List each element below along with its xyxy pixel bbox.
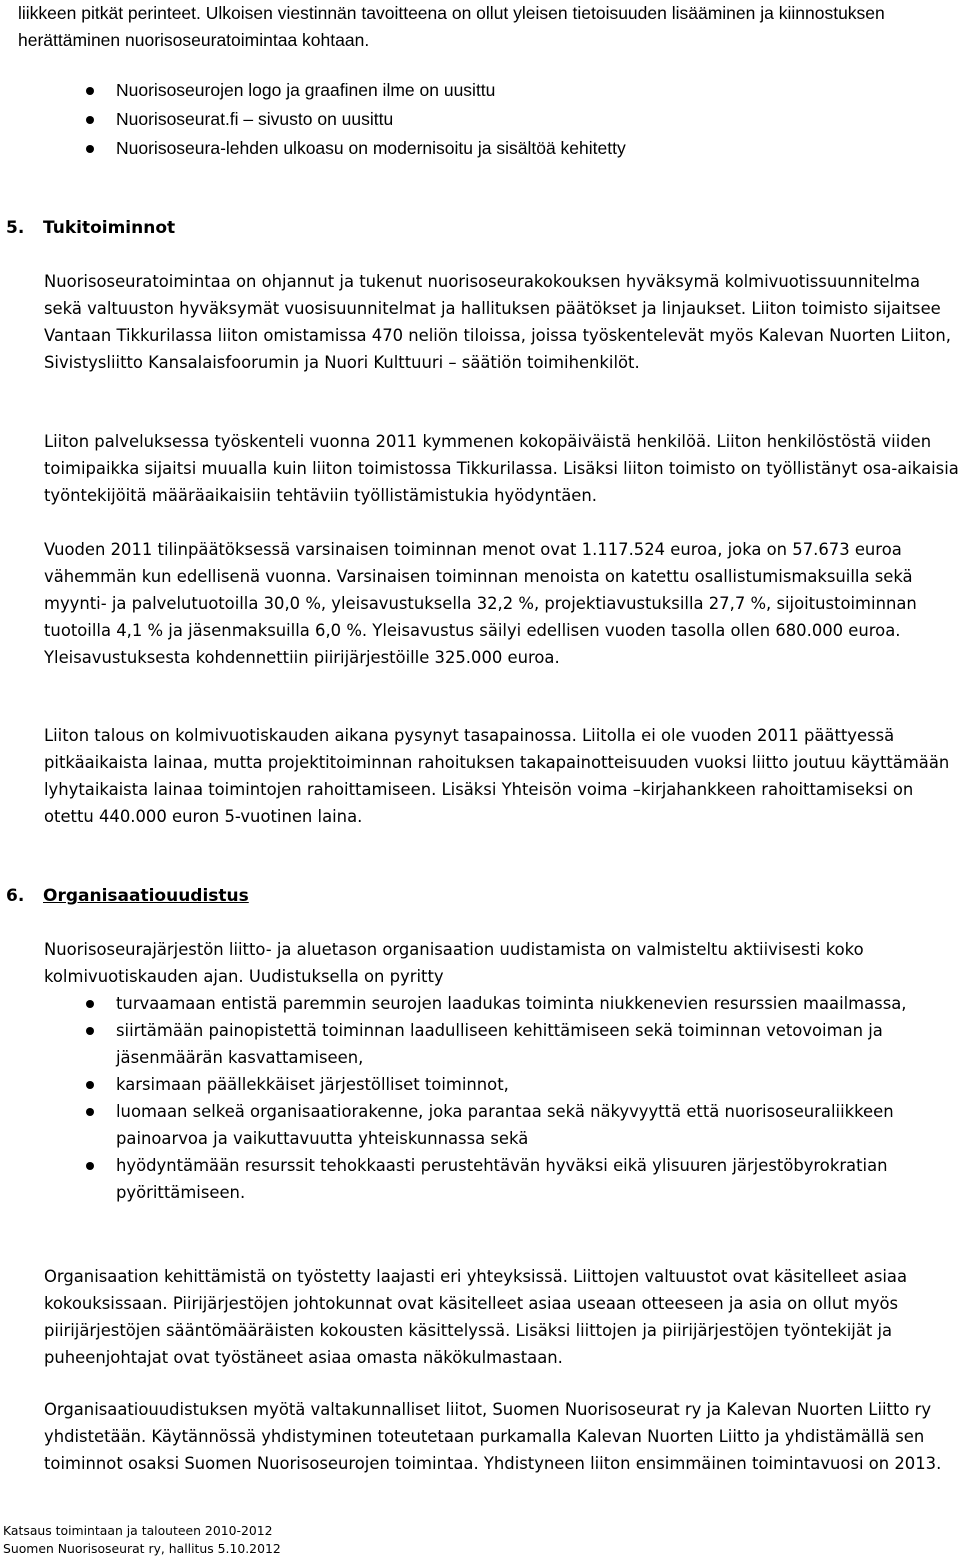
section-number: 5. xyxy=(6,218,25,238)
list-item: turvaamaan entistä paremmin seurojen laadukas toiminta niukkenevien resurssien maailmassa, xyxy=(0,990,952,1017)
list-item: Nuorisoseura-lehden ulkoasu on modernisoitu ja sisältöä kehitetty xyxy=(0,134,960,163)
section-6-intro-paragraph: Nuorisoseurajärjestön liitto- ja aluetason organisaation uudistamista on valmisteltu aktiivisesti koko kolmivuotiskauden ajan. Uudistuksella on pyritty xyxy=(44,940,864,986)
section-6-heading xyxy=(6,883,249,910)
section-5-paragraph-3: Vuoden 2011 tilinpäätöksessä varsinaisen toiminnan menot ovat 1.117.524 euroa, joka on 57.673 euroa vähemmän kun edellisenä vuonna. Varsinaisen toiminnan menoista on katettu osallistumismaksuilla sekä myynti- ja palvelutuotoilla 30,0 %, yleisavustuksella 32,2 %, projektiavustuksilla 27,7 %, sijoitustoiminnan tuotoilla 4,1 % ja jäsenmaksuilla 6,0 %. Yleisavustus säilyi edellisen vuoden tasolla ollen 680.000 euroa. Yleisavustuksesta kohdennettiin piirijärjestöille 325.000 euroa. xyxy=(44,540,917,667)
page-footer xyxy=(3,1522,281,1558)
list-item: Nuorisoseurojen logo ja graafinen ilme on uusittu xyxy=(0,76,960,105)
section-6-paragraph-1: Organisaation kehittämistä on työstetty laajasti eri yhteyksissä. Liittojen valtuustot ovat käsitelleet asiaa kokouksissaan. Piirijärjestöjen johtokunnat ovat käsitelleet asiaa useaan otteeseen ja asia on ollut myös piirijärjestöjen sääntömääräisten kokousten käsittelyssä. Lisäksi liittojen ja piirijärjestöjen työntekijät ja puheenjohtajat ovat työstäneet asiaa omasta näkökulmastaan. xyxy=(44,1267,908,1367)
section-6-paragraph-2: Organisaatiouudistuksen myötä valtakunnalliset liitot, Suomen Nuorisoseurat ry ja Kalevan Nuorten Liitto ry yhdistetään. Käytännössä yhdistyminen toteutetaan purkamalla Kalevan Nuorten Liitto ja yhdistämällä sen toiminnot osaksi Suomen Nuorisoseurojen toimintaa. Yhdistyneen liiton ensimmäinen toimintavuosi on 2013. xyxy=(44,1400,942,1473)
section-5-paragraph-4: Liiton talous on kolmivuotiskauden aikana pysynyt tasapainossa. Liitolla ei ole vuoden 2011 päättyessä pitkäaikaista lainaa, mutta projektitoiminnan rahoituksen takapainotteisuuden vuoksi liitto joutuu käyttämään lyhytaikaista lainaa toimintojen rahoittamiseen. Lisäksi Yhteisön voima –kirjahankkeen rahoittamiseksi on otettu 440.000 euron 5-vuotinen laina. xyxy=(44,726,950,826)
section-5-paragraph-1: Nuorisoseuratoimintaa on ohjannut ja tukenut nuorisoseurakokouksen hyväksymä kolmivuotissuunnitelma sekä valtuuston hyväksymät vuosisuunnitelmat ja hallituksen päätökset ja linjaukset. Liiton toimisto sijaitsee Vantaan Tikkurilassa liiton omistamissa 470 neliön tiloissa, joissa työskentelevät myös Kalevan Nuorten Liiton, Sivistysliitto Kansalaisfoorumin ja Nuori Kulttuuri – säätiön toimihenkilöt. xyxy=(44,272,951,372)
intro-paragraph: liikkeen pitkät perinteet. Ulkoisen viestinnän tavoitteena on ollut yleisen tietoisuuden lisääminen ja kiinnostuksen herättäminen nuorisoseuratoimintaa kohtaan. xyxy=(18,3,885,50)
section-title: Tukitoiminnot xyxy=(43,218,176,238)
section-5-paragraph-2: Liiton palveluksessa työskenteli vuonna 2011 kymmenen kokopäiväistä henkilöä. Liiton henkilöstöstä viiden toimipaikka sijaitsi muualla kuin liiton toimistossa Tikkurilassa. Lisäksi liiton toimisto on työllistänyt osa-aikaisia työntekijöitä määräaikaisiin tehtäviin työllistämistukia hyödyntäen. xyxy=(44,432,959,505)
intro-bullet-list xyxy=(0,76,960,163)
section-5-heading xyxy=(6,215,175,242)
list-item: luomaan selkeä organisaatiorakenne, joka parantaa sekä näkyvyyttä että nuorisoseuraliikkeen painoarvoa ja vaikuttavuutta yhteiskunnassa sekä xyxy=(0,1098,952,1152)
section-title: Organisaatiouudistus xyxy=(43,886,249,906)
section-number: 6. xyxy=(6,886,25,906)
footer-line-1: Katsaus toimintaan ja talouteen 2010-2012 xyxy=(3,1523,273,1538)
footer-line-2: Suomen Nuorisoseurat ry, hallitus 5.10.2012 xyxy=(3,1541,281,1556)
section-6-bullet-list xyxy=(0,990,960,1206)
list-item: karsimaan päällekkäiset järjestölliset toiminnot, xyxy=(0,1071,952,1098)
list-item: Nuorisoseurat.fi – sivusto on uusittu xyxy=(0,105,960,134)
list-item: siirtämään painopistettä toiminnan laadulliseen kehittämiseen sekä toiminnan vetovoiman ja jäsenmäärän kasvattamiseen, xyxy=(0,1017,952,1071)
list-item: hyödyntämään resurssit tehokkaasti perustehtävän hyväksi eikä ylisuuren järjestöbyrokratian pyörittämiseen. xyxy=(0,1152,952,1206)
